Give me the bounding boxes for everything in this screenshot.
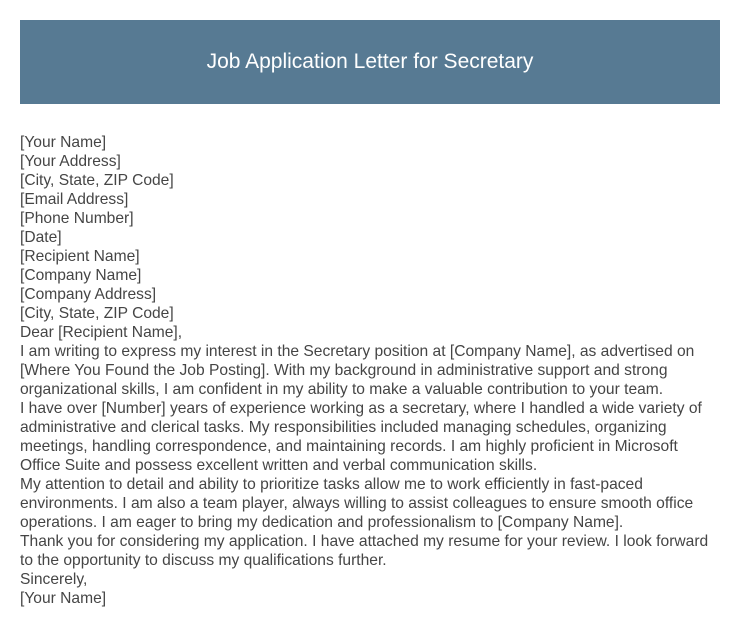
recipient-name: [Recipient Name] xyxy=(20,248,140,265)
page-title: Job Application Letter for Secretary xyxy=(206,50,534,73)
recipient-city-state-zip: [City, State, ZIP Code] xyxy=(20,305,174,322)
sender-email: [Email Address] xyxy=(20,191,129,208)
letter-date: [Date] xyxy=(20,229,62,246)
sender-block xyxy=(20,133,720,228)
header-banner xyxy=(20,20,720,104)
recipient-company-address: [Company Address] xyxy=(20,286,157,303)
paragraph-skills: My attention to detail and ability to prioritize tasks allow me to work efficiently in fast-paced environments. I am also a team player, always willing to assist colleagues to ensure smooth office operations. I am eager to bring my dedication and professionalism to [Company Name]. xyxy=(20,476,694,531)
sender-city-state-zip: [City, State, ZIP Code] xyxy=(20,172,174,189)
sender-name: [Your Name] xyxy=(20,134,107,151)
paragraph-experience: I have over [Number] years of experience working as a secretary, where I handled a wide variety of administrative and clerical tasks. My responsibilities included managing schedules, organizing meetings, handling correspondence, and maintaining records. I am highly proficient in Microsoft Office Suite and possess excellent written and verbal communication skills. xyxy=(20,400,702,474)
sender-address: [Your Address] xyxy=(20,153,121,170)
paragraph-closing: Thank you for considering my application. I have attached my resume for your review. I look forward to the opportunity to discuss my qualifications further. xyxy=(20,533,709,569)
paragraph-intro: I am writing to express my interest in the Secretary position at [Company Name], as advertised on [Where You Found the Job Posting]. With my background in administrative support and strong organizational skills, I am confident in my ability to make a valuable contribution to your team. xyxy=(20,343,695,398)
salutation: Dear [Recipient Name], xyxy=(20,324,183,341)
recipient-block xyxy=(20,247,720,323)
signature: [Your Name] xyxy=(20,590,107,607)
recipient-company: [Company Name] xyxy=(20,267,142,284)
closing: Sincerely, xyxy=(20,571,88,588)
sender-phone: [Phone Number] xyxy=(20,210,134,227)
letter-body xyxy=(20,133,720,608)
